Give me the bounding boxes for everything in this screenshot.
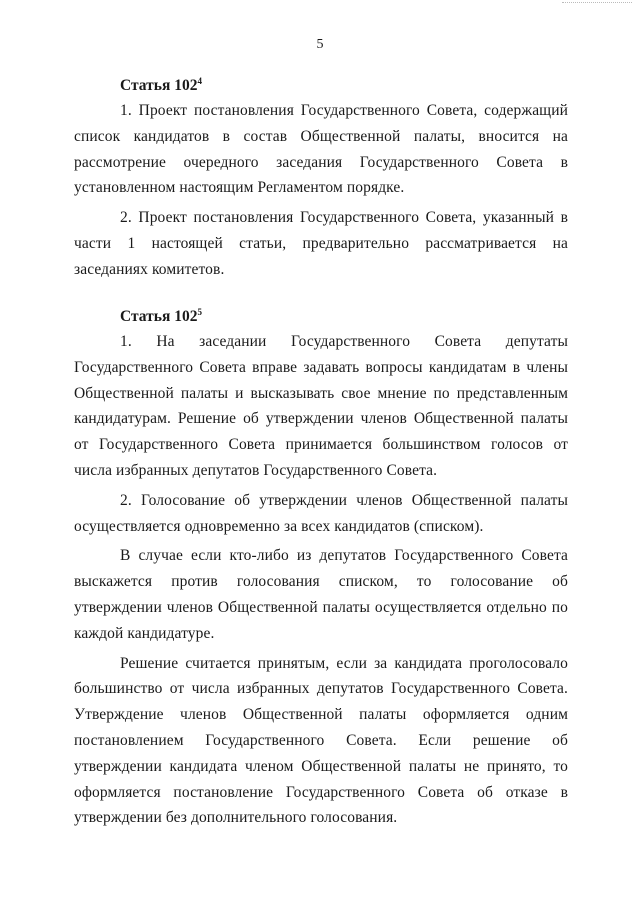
article-title: Статья $102^5$ xyxy=(120,307,202,325)
article-number-superscript: 5 xyxy=(197,307,202,317)
article-paragraph: 1. На заседании Государственного Совета депутаты Государственного Совета вправе задавать вопросы кандидатам в члены Общественной палаты и высказывать свое мнение по представленным кандидатурам. Решение об утверждении членов Общественной палаты от Государственного Совета принимается большинством голосов от числа избранных депутатов Государственного Совета. xyxy=(74,333,568,479)
article-title: Статья $102^4$ xyxy=(120,76,202,94)
article-paragraph: Решение считается принятым, если за кандидата проголосовало большинство от числа избранных депутатов Государственного Совета. Утверждение членов Общественной палаты оформляется одним постановлением Государственного Совета. Если решение об утверждении кандидата членом Общественной палаты не принято, то оформляется постановление Государственного Совета об отказе в утверждении без дополнительного голосования. xyxy=(74,654,568,827)
article-102-4 xyxy=(74,76,568,287)
page-number: 5 xyxy=(316,37,324,52)
article-paragraph: В случае если кто-либо из депутатов Государственного Совета выскажется против голосования списком, то голосование об утверждении членов Общественной палаты осуществляется отдельно по каждой кандидатуре. xyxy=(74,547,568,642)
article-paragraph: 2. Голосование об утверждении членов Общественной палаты осуществляется одновременно за всех кандидатов (списком). xyxy=(74,491,568,535)
scan-artifact xyxy=(562,2,632,6)
article-paragraph: 2. Проект постановления Государственного Совета, указанный в части 1 настоящей статьи, предварительно рассматривается на заседаниях комитетов. xyxy=(74,209,568,278)
article-paragraph: 1. Проект постановления Государственного Совета, содержащий список кандидатов в состав Общественной палаты, вносится на рассмотрение очередного заседания Государственного Совета в установленном настоящим Регламентом порядке. xyxy=(74,102,568,197)
article-102-5 xyxy=(74,307,568,835)
article-number-superscript: 4 xyxy=(197,76,202,86)
